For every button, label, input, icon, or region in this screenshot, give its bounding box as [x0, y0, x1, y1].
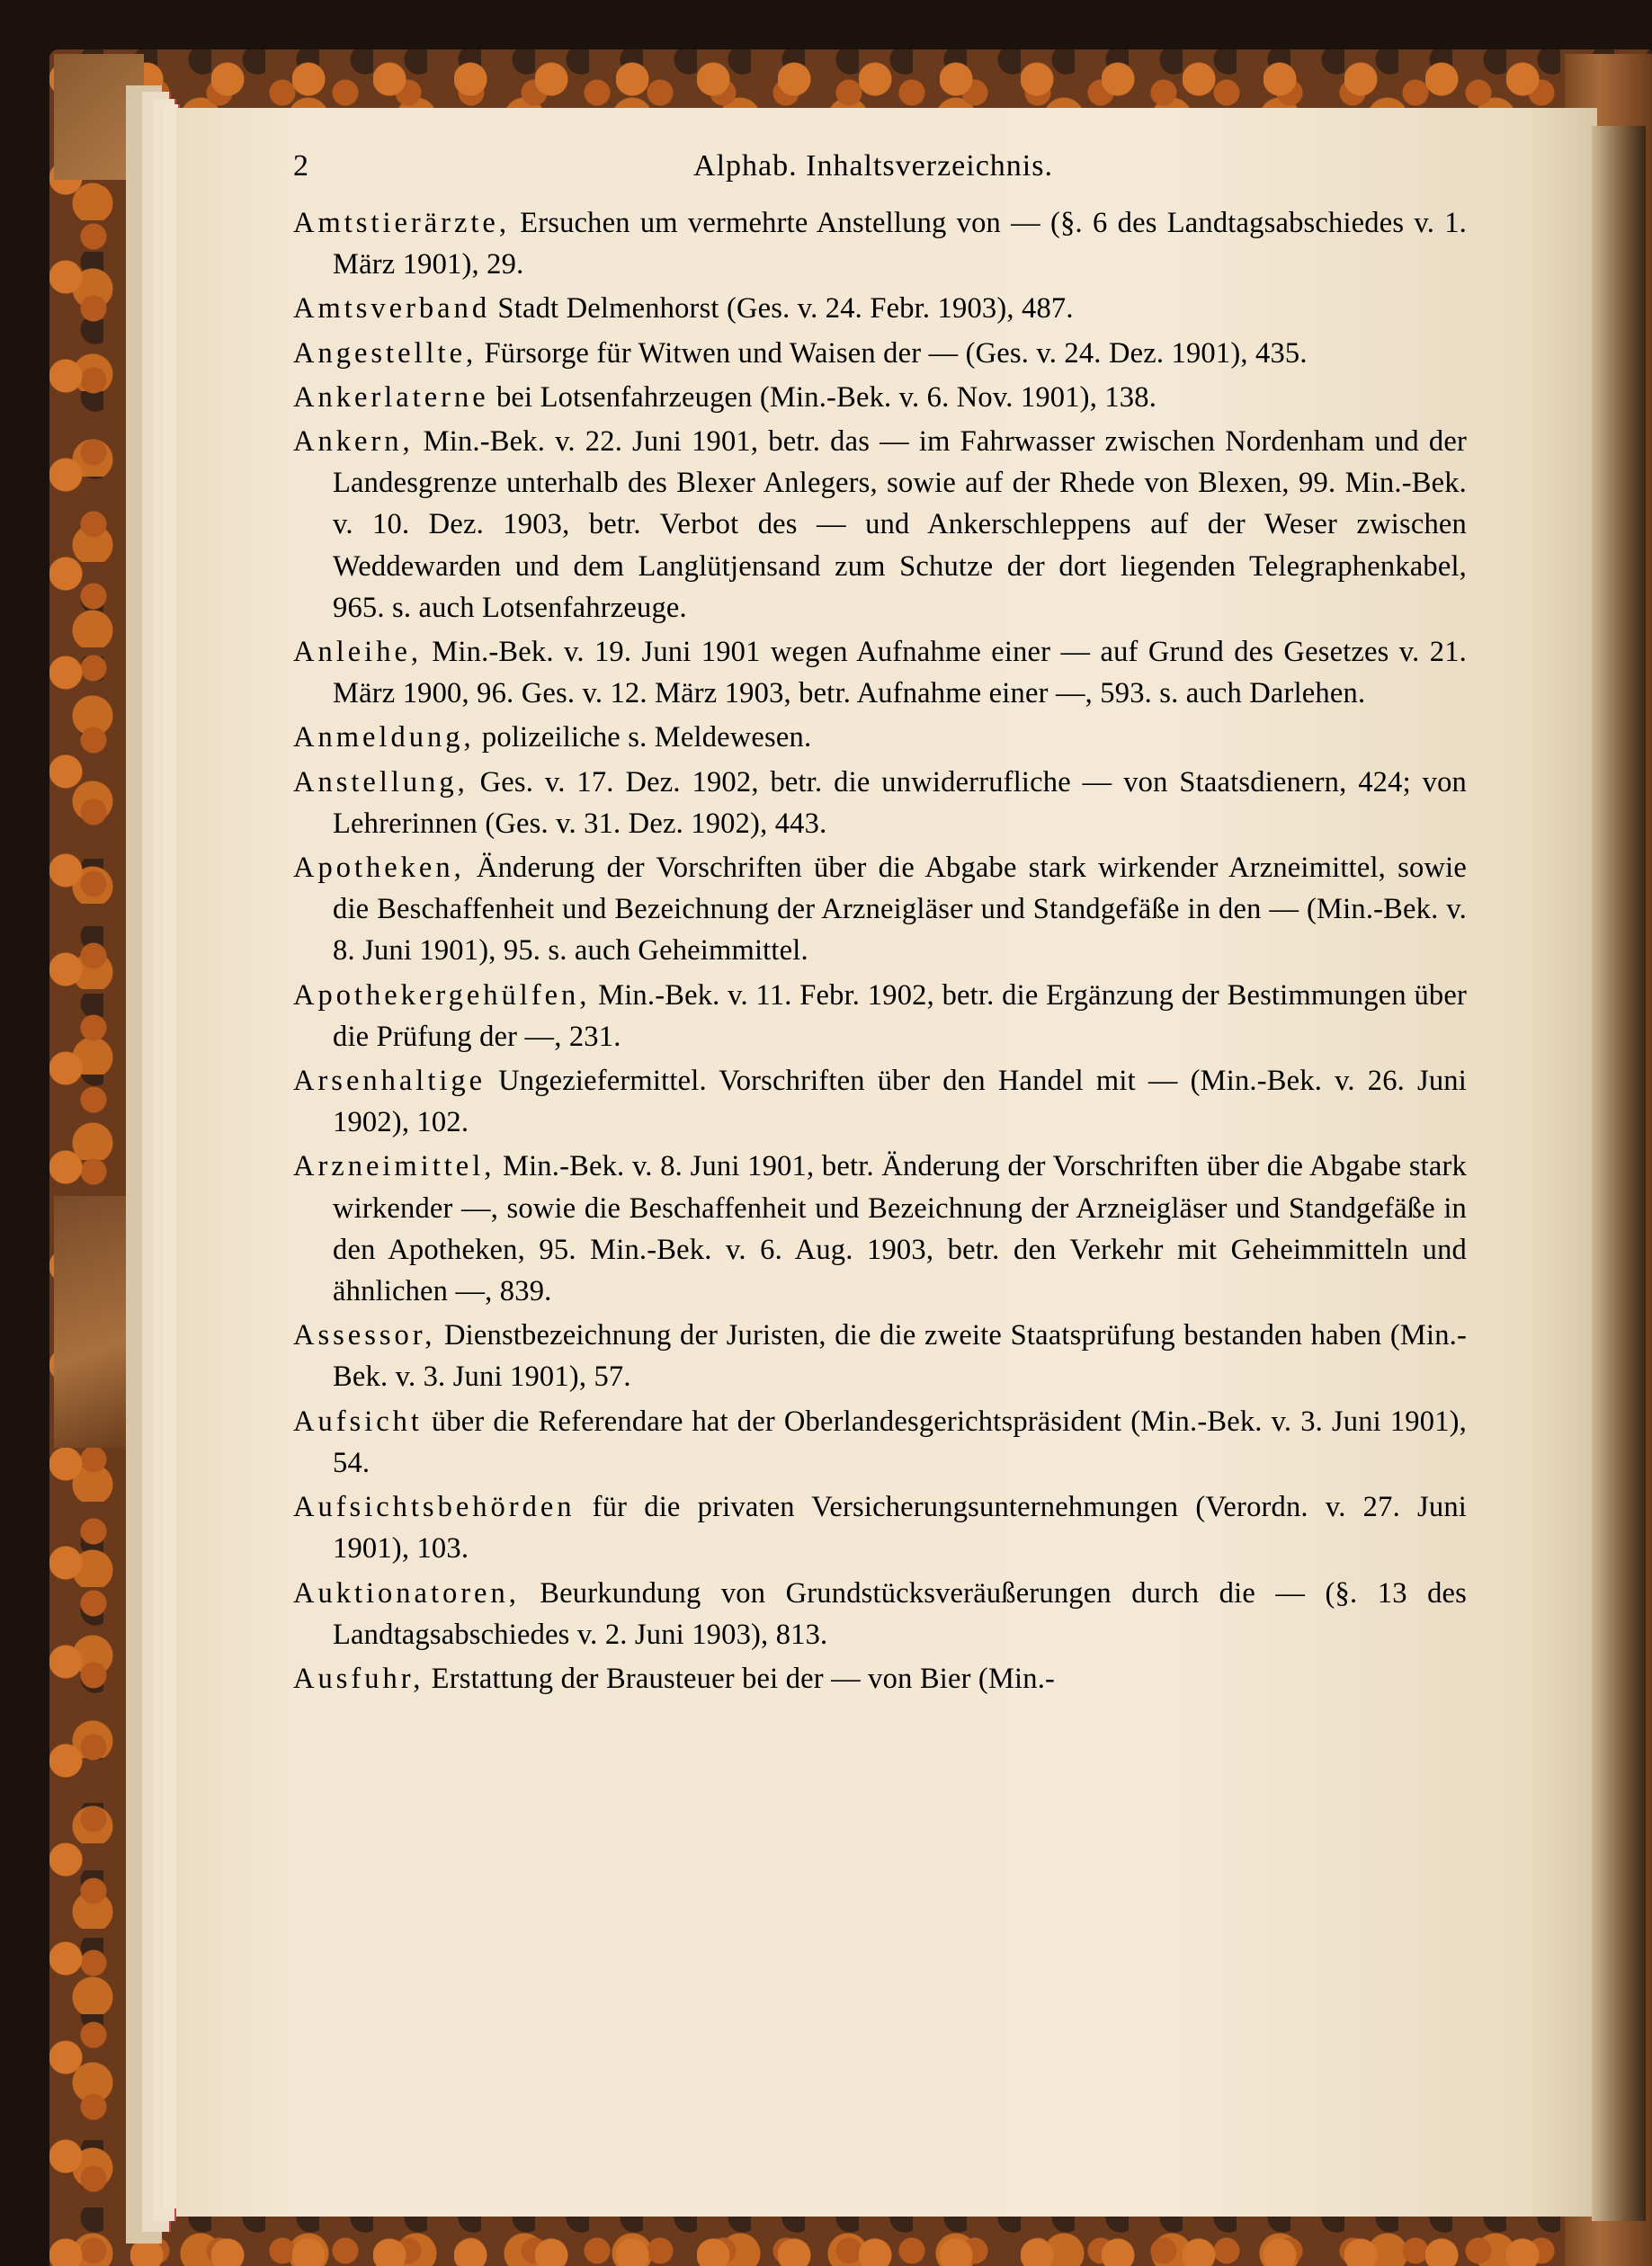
entry-keyword: Arzneimittel, — [293, 1150, 496, 1183]
entry-text: Fürsorge für Witwen und Waisen der — (Ges. v. 24. Dez. 1901), 435. — [477, 336, 1308, 370]
entry-keyword: Auktionatoren, — [293, 1576, 520, 1610]
entry-keyword: Aufsichtsbehörden — [293, 1491, 576, 1524]
index-entry — [293, 1060, 1467, 1143]
index-entry — [293, 1486, 1467, 1569]
entry-text: über die Referendare hat der Oberlandesgerichtspräsident (Min.-Bek. v. 3. Juni 1901), 54. — [333, 1405, 1467, 1479]
index-entry — [293, 1658, 1467, 1700]
entry-text: polizeiliche s. Meldewesen. — [474, 721, 812, 754]
entry-text: Min.-Bek. v. 19. Juni 1901 wegen Aufnahme einer — auf Grund des Gesetzes v. 21. März 1900, 96. Ges. v. 12. März 1903, betr. Aufnahme einer —, 593. s. auch Darlehen. — [333, 636, 1467, 710]
entry-keyword: Angestellte, — [293, 336, 478, 370]
index-entry — [293, 202, 1467, 285]
entry-keyword: Ankerlaterne — [293, 380, 489, 414]
running-head — [293, 149, 1453, 203]
index-entry — [293, 762, 1467, 844]
entry-text: Ges. v. 17. Dez. 1902, betr. die unwiderrufliche — von Staatsdienern, 424; von Lehrerinnen (Ges. v. 31. Dez. 1902), 443. — [333, 765, 1467, 840]
entry-text: Ungeziefermittel. Vorschriften über den Handel mit — (Min.-Bek. v. 26. Juni 1902), 102. — [333, 1065, 1467, 1139]
index-entry — [293, 1401, 1467, 1484]
entry-keyword: Anleihe, — [293, 636, 423, 669]
entry-text: Beurkundung von Grundstücksveräußerungen durch die — (§. 13 des Landtagsabschiedes v. 2. Juni 1903), 813. — [333, 1576, 1467, 1651]
entry-text: Min.-Bek. v. 22. Juni 1901, betr. das — im Fahrwasser zwischen Nordenham und der Landesgrenze unterhalb des Blexer Anlegers, sowie auf der Rhede von Blexen, 99. Min.-Bek. v. 10. Dez. 1903, betr. Verbot des — und Ankerschleppens auf der Weser zwischen Weddewarden und dem Langlütjensand zum Schutze der dort liegenden Telegraphenkabel, 965. s. auch Lotsenfahrzeuge. — [333, 425, 1467, 624]
entry-text: Min.-Bek. v. 11. Febr. 1902, betr. die Ergänzung der Bestimmungen über die Prüfung der —, 231. — [333, 978, 1467, 1053]
index-entry — [293, 975, 1467, 1057]
entry-keyword: Aufsicht — [293, 1405, 423, 1438]
entry-text: Min.-Bek. v. 8. Juni 1901, betr. Änderung der Vorschriften über die Abgabe stark wirkender —, sowie die Beschaffenheit und Bezeichnung der Arzneigläser und Standgefäße in den Apotheken, 95. Min.-Bek. v. 6. Aug. 1903, betr. den Verkehr mit Geheimmitteln und ähnlichen —, 839. — [333, 1150, 1467, 1308]
index-entries — [293, 202, 1467, 1702]
index-entry — [293, 631, 1467, 714]
running-head-title: Alphab. Inhaltsverzeichnis. — [693, 149, 1053, 183]
entry-keyword: Amtstierärzte, — [293, 207, 510, 239]
entry-keyword: Arsenhaltige — [293, 1065, 487, 1098]
index-entry — [293, 288, 1467, 329]
index-entry — [293, 847, 1467, 972]
entry-text: Änderung der Vorschriften über die Abgabe stark wirkender Arzneimittel, sowie die Beschaffenheit und Bezeichnung der Arzneigläser und Standgefäße in den — (Min.-Bek. v. 8. Juni 1901), 95. s. auch Geheimmittel. — [333, 852, 1467, 968]
entry-keyword: Amtsverband — [293, 292, 491, 326]
index-entry — [293, 377, 1467, 418]
entry-text: Stadt Delmenhorst (Ges. v. 24. Febr. 1903), 487. — [490, 292, 1074, 326]
entry-keyword: Assessor, — [293, 1319, 436, 1352]
entry-keyword: Anmeldung, — [293, 721, 475, 754]
index-entry — [293, 1573, 1467, 1655]
index-entry — [293, 1315, 1467, 1397]
entry-keyword: Ausfuhr, — [293, 1662, 424, 1695]
gutter-shadow — [1592, 126, 1646, 2221]
index-entry — [293, 421, 1467, 629]
entry-keyword: Anstellung, — [293, 765, 469, 798]
entry-text: Dienstbezeichnung der Juristen, die die zweite Staatsprüfung bestanden haben (Min.-Bek. v. 3. Juni 1901), 57. — [333, 1319, 1467, 1394]
entry-keyword: Apothekergehülfen, — [293, 978, 591, 1012]
entry-keyword: Ankern, — [293, 425, 414, 459]
entry-text: Ersuchen um vermehrte Anstellung von — (§. 6 des Landtagsabschiedes v. 1. März 1901), 29. — [333, 207, 1467, 281]
index-entry — [293, 1146, 1467, 1312]
index-entry — [293, 333, 1467, 374]
entry-text: für die privaten Versicherungsunternehmungen (Verordn. v. 27. Juni 1901), 103. — [333, 1491, 1467, 1566]
entry-keyword: Apotheken, — [293, 852, 465, 885]
index-entry — [293, 717, 1467, 758]
page-number: 2 — [293, 149, 308, 183]
entry-text: Erstattung der Brausteuer bei der — von Bier (Min.- — [424, 1662, 1056, 1695]
entry-text: bei Lotsenfahrzeugen (Min.-Bek. v. 6. Nov. 1901), 138. — [488, 380, 1157, 414]
